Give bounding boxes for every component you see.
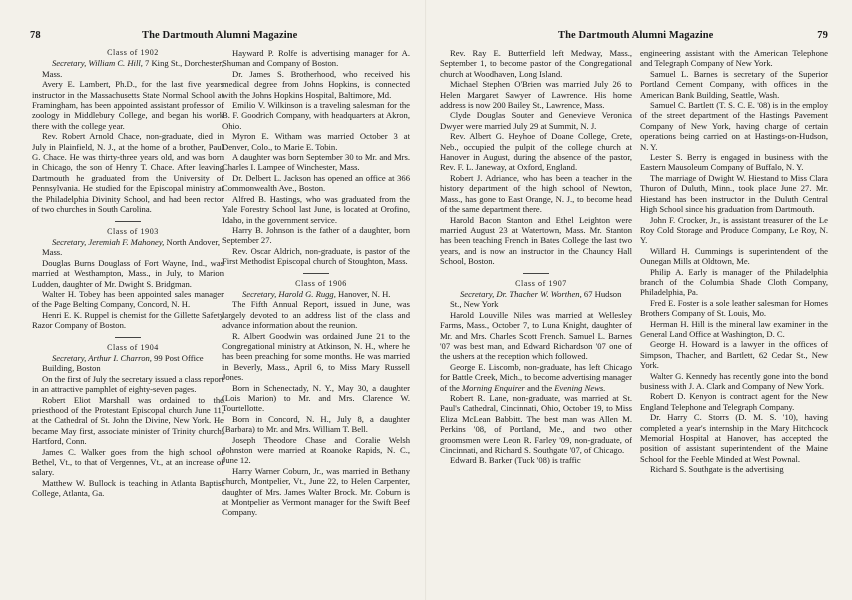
news-item: Emilio V. Wilkinson is a traveling salesman for the B. F. Goodrich Company, with headquarters at Akron, Ohio. bbox=[222, 100, 410, 131]
news-item: Edward B. Barker (Tuck '08) is traffic bbox=[450, 455, 581, 466]
news-item: Joseph Theodore Chase and Coralie Welsh Johnston were married at Roanoke Rapids, N. C., June 12. bbox=[222, 434, 410, 466]
section-rule bbox=[303, 273, 329, 274]
news-item: George H. Howard is a lawyer in the offices of Simpson, Thacher, and Bartlett, 62 Cedar St., New York. bbox=[640, 339, 828, 371]
news-item: Samuel C. Bartlett (T. S. C. E. '08) is in the employ of the street department of the Hastings Pavement Company of New York, having charge of certain operations being carried on at Hastings-on-Hudson, N. Y. bbox=[640, 100, 828, 152]
right-page bbox=[426, 0, 852, 600]
class-1907-secretary: Secretary, Dr. Thacher W. Worthen, 67 Hudson St., New York bbox=[450, 288, 622, 310]
news-item: Avery E. Lambert, Ph.D., for the last five years instructor in the Massachusetts State Normal School at Framingham, has been appointed assistant professor of zoology in Middlebury College, and began his work there with the college year. bbox=[32, 79, 224, 131]
section-rule bbox=[115, 337, 141, 338]
news-item: Samuel L. Barnes is secretary of the Superior Portland Cement Company, with offices in the American Bank Building, Seattle, Wash. bbox=[640, 68, 828, 100]
news-item: Rev. Albert G. Heyhoe of Doane College, Crete, Neb., occupied the pulpit of the college church at Hanover in August, during the absence of the pastor, Rev. F. L. Janeway, at Oxford, England. bbox=[440, 131, 632, 173]
news-item: Hayward P. Rolfe is advertising manager for A. Shuman and Company of Boston. bbox=[222, 48, 410, 69]
news-item: Herman H. Hill is the mineral law examiner in the General Land Office at Washington, D. C. bbox=[640, 318, 828, 339]
right-running-head bbox=[440, 30, 828, 46]
column-3 bbox=[440, 48, 632, 596]
class-1907-heading: Class of 1907 bbox=[515, 278, 567, 288]
news-item: Walter G. Kennedy has recently gone into the bond business with J. A. Clark and Company of New York. bbox=[640, 370, 828, 391]
news-item: Robert D. Kenyon is contract agent for the New England Telephone and Telegraph Company. bbox=[640, 391, 828, 412]
news-item: Matthew W. Bullock is teaching in Atlanta Baptist College, Atlanta, Ga. bbox=[32, 477, 224, 499]
class-1904-secretary: Secretary, Arthur I. Charron, 99 Post Office Building, Boston bbox=[42, 352, 204, 374]
news-item: George E. Liscomb, non-graduate, has left Chicago for Battle Creek, Mich., to become advertising manager of the Morning Enquirer and the Evening News. bbox=[440, 361, 632, 393]
column-2 bbox=[222, 48, 410, 596]
news-item: Richard S. Southgate is the advertising bbox=[650, 464, 784, 475]
news-item-continued: engineering assistant with the American Telephone and Telegraph Company of New York. bbox=[640, 48, 828, 69]
news-item: Michael Stephen O'Brien was married July 26 to Helen Margaret Sawyer of Lawrence. His home address is now 200 Bailey St., Lawrence, Mass. bbox=[440, 79, 632, 111]
column-1 bbox=[32, 48, 224, 596]
news-item: Harold Bacon Stanton and Ethel Leighton were married August 23 at Watertown, Mass. Mr. Stanton has been teaching French in Bates College the last two years, and is now an instructor in the Chauncy Hall School, Boston. bbox=[440, 214, 632, 267]
class-1903-heading: Class of 1903 bbox=[107, 226, 159, 236]
news-item: Alfred B. Hastings, who was graduated from the Yale Forestry School last June, is located at Orofino, Idaho, in the government service. bbox=[222, 193, 410, 225]
news-item: Rev. Oscar Aldrich, non-graduate, is pastor of the First Methodist Episcopal church of Stoughton, Mass. bbox=[222, 245, 410, 267]
news-item: Douglas Burns Douglass of Fort Wayne, Ind., was married at Westhampton, Mass., in July, to Marion Ludden, daughter of Mr. Dwight S. Bridgman. bbox=[32, 257, 224, 289]
news-item: John F. Crocker, Jr., is assistant treasurer of the Le Roy Cold Storage and Produce Company, Le Roy, N. Y. bbox=[640, 214, 828, 246]
news-item: Willard H. Cummings is superintendent of the Ounegan Mills at Oldtown, Me. bbox=[640, 245, 828, 267]
class-1903-secretary: Secretary, Jeremiah F. Mahoney, North Andover, Mass. bbox=[42, 236, 221, 258]
news-item: Born in Schenectady, N. Y., May 30, a daughter (Lois Marion) to Mr. and Mrs. Clarence W. Tourtellotte. bbox=[222, 382, 410, 414]
news-item: Rev. Robert Arnold Chace, non-graduate, died in July in Plainfield, N. J., at the home of a brother, Paul G. Chace. He was thirty-three years old, and was born in Chicago, the son of Henry T. Chace. After leaving Dartmouth he graduated from the University of Pennsylvania. He studied for the Episcopal ministry at the Philadelphia Divinity School, and had been rector of two churches in South Carolina. bbox=[32, 131, 224, 215]
news-item: Harry Warner Coburn, Jr., was married in Bethany church, Montpelier, Vt., June 22, to Helen Carpenter, daughter of Mrs. James Walter Brock. Mr. Coburn is at Montpelier as Vermont manager for the Swift Beef Company. bbox=[222, 465, 410, 518]
section-rule bbox=[523, 273, 549, 274]
news-item: Robert Eliot Marshall was ordained to the priesthood of the Protestant Episcopal church June 11, at the Cathedral of St. John the Divine, New York. He became May first, associate minister of Trinity church, Hartford, Conn. bbox=[32, 394, 224, 447]
news-item: Robert J. Adriance, who has been a teacher in the history department of the high school of Newton, Mass., has gone to East Orange, N. J., to become head of the same department there. bbox=[440, 172, 632, 215]
news-item: The marriage of Dwight W. Hiestand to Miss Clara Thuron of Duluth, Minn., took place June 27. Mr. Hiestand has been instructor in the Duluth Central High School since his graduation from Dartmouth. bbox=[640, 172, 828, 215]
class-1906-heading: Class of 1906 bbox=[295, 278, 347, 288]
left-running-title: The Dartmouth Alumni Magazine bbox=[142, 30, 298, 41]
news-item: The Fifth Annual Report, issued in June, was largely devoted to an address list of the class and advance information about the reunion. bbox=[222, 299, 410, 331]
column-4 bbox=[640, 48, 828, 596]
left-page-number: 78 bbox=[30, 30, 41, 41]
news-item: Dr. Delbert L. Jackson has opened an office at 366 Commonwealth Ave., Boston. bbox=[222, 172, 410, 194]
section-rule bbox=[115, 221, 141, 222]
news-item: A daughter was born September 30 to Mr. and Mrs. Charles I. Lampee of Winchester, Mass. bbox=[222, 152, 410, 173]
news-item: Walter H. Tobey has been appointed sales manager of the Page Belting Company, Concord, N. H. bbox=[32, 288, 224, 310]
news-item: Henri E. K. Ruppel is chemist for the Gillette Safety Razor Company of Boston. bbox=[32, 309, 224, 331]
news-item: Clyde Douglas Souter and Genevieve Veronica Dwyer were married July 29 at Summit, N. J. bbox=[440, 110, 632, 131]
news-item: Rev. Ray E. Butterfield left Medway, Mass., September 1, to become pastor of the Congregational church at Woodhaven, Long Island. bbox=[440, 48, 632, 79]
news-item: Harry B. Johnson is the father of a daughter, born September 27. bbox=[222, 224, 410, 246]
class-1904-heading: Class of 1904 bbox=[107, 342, 159, 352]
news-item: Myron E. Witham was married October 3 at Denver, Colo., to Marie E. Tobin. bbox=[222, 131, 410, 152]
class-1902-heading: Class of 1902 bbox=[107, 48, 159, 57]
class-1906-secretary: Secretary, Harold G. Rugg, Hanover, N. H. bbox=[242, 288, 391, 299]
news-item: Fred E. Foster is a sole leather salesman for Homes Brothers Company of St. Louis, Mo. bbox=[640, 297, 828, 319]
news-item: On the first of July the secretary issued a class report in an attractive pamphlet of eighty-seven pages. bbox=[32, 373, 224, 395]
news-item: Dr. James S. Brotherhood, who received his medical degree from Johns Hopkins, is connected with the Johns Hopkins Hospital, Baltimore, Md. bbox=[222, 68, 410, 100]
news-item: Robert R. Lane, non-graduate, was married at St. Paul's Cathedral, Cincinnati, Ohio, October 19, to Miss Eliza McLean Babbitt. The best man was Allen M. Perkins '08, of Portland, Me., and two other groomsmen were Leon R. Farley '09, non-graduate, of Cincinnati, and Richard S. Southgate '07, of Chicago. bbox=[440, 393, 632, 456]
right-running-title: The Dartmouth Alumni Magazine bbox=[558, 30, 714, 41]
news-item: R. Albert Goodwin was ordained June 21 to the Congregational ministry at Atkinson, N. H., where he has been preaching for some months. He was married in Beverly, Mass., April 6, to Miss Mary Russell Jones. bbox=[222, 330, 410, 383]
news-item: Harold Louville Niles was married at Wellesley Farms, Mass., October 7, to Luna Knight, daughter of Mr. and Mrs. Charles Scott French. Samuel L. Barnes '07 was best man, and Edward Richardson '07 one of the ushers at the reception which followed. bbox=[440, 309, 632, 362]
right-page-number: 79 bbox=[817, 30, 828, 41]
left-running-head bbox=[30, 30, 412, 46]
news-item: Dr. Harry C. Storrs (D. M. S. '10), having completed a year's internship in the Mary Hitchcock Memorial Hospital at Hanover, has accepted the position of assistant superintendent of the Maine School for the Feeble Minded at West Pownal. bbox=[640, 412, 828, 464]
news-item: Lester S. Berry is engaged in business with the Eastern Mausoleum Company of Buffalo, N. Y. bbox=[640, 152, 828, 173]
news-item: Born in Concord, N. H., July 8, a daughter (Barbara) to Mr. and Mrs. William T. Bell. bbox=[222, 413, 410, 435]
class-1902-secretary: Secretary, William C. Hill, 7 King St., Dorchester, Mass. bbox=[42, 58, 224, 79]
news-item: Philip A. Early is manager of the Philadelphia branch of the Columbia Shade Cloth Company, Philadelphia, Pa. bbox=[640, 266, 828, 298]
news-item: James C. Walker goes from the high school of Bethel, Vt., to that of Vergennes, Vt., at an increase of salary. bbox=[32, 446, 224, 478]
